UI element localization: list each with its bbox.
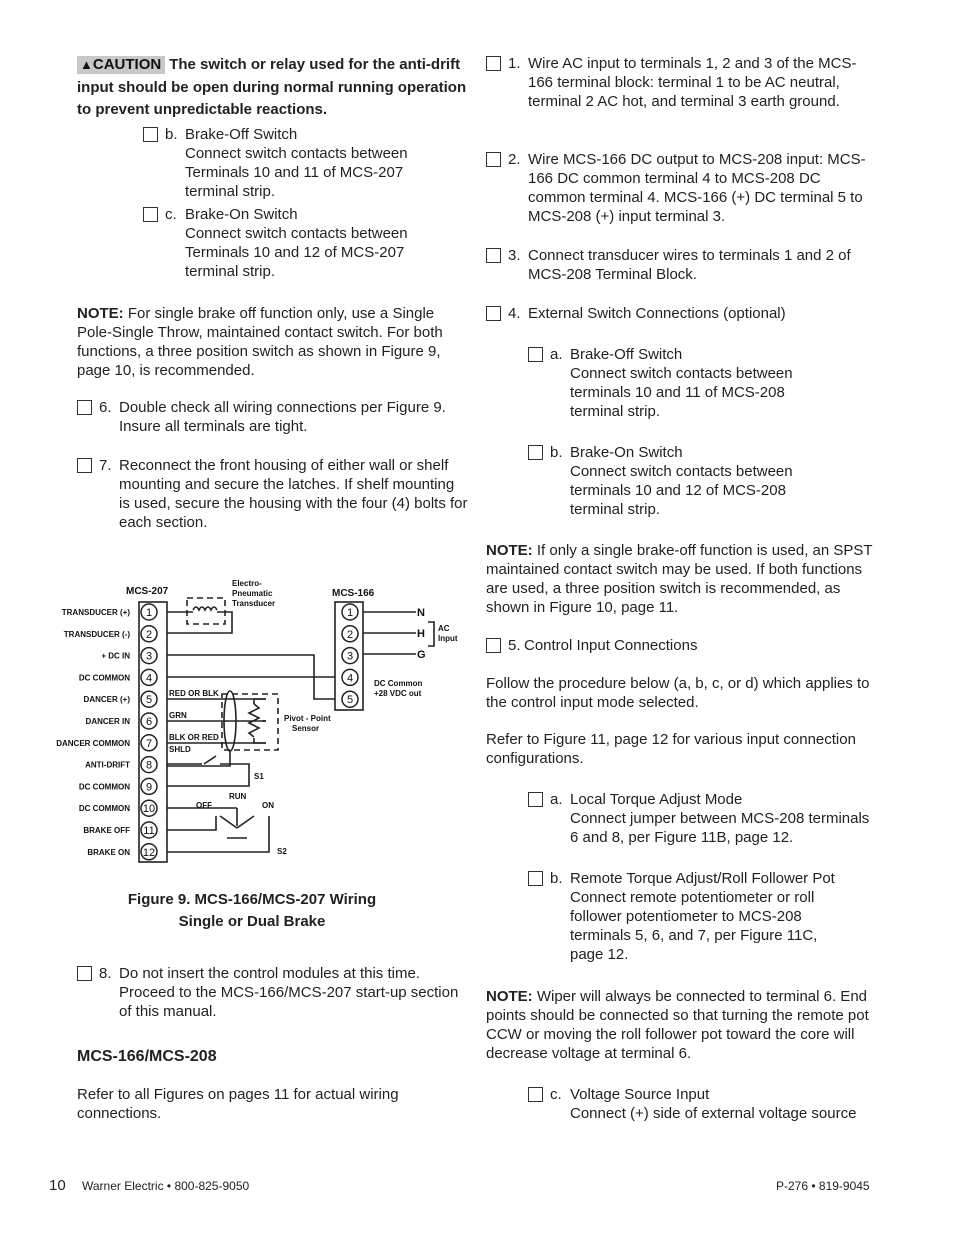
checkbox[interactable] — [528, 347, 543, 362]
checkbox[interactable] — [143, 127, 158, 142]
terminal-label: DANCER (+) — [83, 695, 130, 705]
terminal-label: DANCER COMMON — [56, 738, 130, 748]
step-2: 2. Wire MCS-166 DC output to MCS-208 input: MCS-166 DC common terminal 4 to MCS-208 DC common terminal 4. MCS-166 (+) DC terminal 5 to MCS-208 (+) input terminal 3. — [486, 150, 881, 226]
terminal-circle — [141, 844, 157, 860]
item-body: Connect (+) side of external voltage source — [570, 1105, 857, 1122]
terminal-circle — [141, 691, 157, 707]
ac-label-2: Input — [438, 634, 458, 643]
checkbox[interactable] — [486, 248, 501, 263]
terminal-circle — [342, 604, 358, 620]
checkbox[interactable] — [528, 1087, 543, 1102]
svg-text:10: 10 — [142, 803, 156, 816]
terminal-circle — [141, 669, 157, 685]
checkbox[interactable] — [77, 458, 92, 473]
checkbox[interactable] — [486, 56, 501, 71]
checkbox[interactable] — [528, 871, 543, 886]
terminal-label: TRANSDUCER (-) — [63, 629, 130, 639]
h-label: H — [417, 628, 425, 640]
left-column — [77, 54, 469, 532]
wiring-diagram — [44, 576, 464, 866]
terminal-circle — [141, 648, 157, 664]
item-title: Local Torque Adjust Mode — [570, 791, 743, 808]
item-body: Connect jumper between MCS-208 terminals 6 and 8, per Figure 11B, page 12. — [570, 810, 870, 846]
paragraph-1: Follow the procedure below (a, b, c, or d) which applies to the control input mode selected. — [486, 675, 870, 711]
step-1: 1. Wire AC input to terminals 1, 2 and 3 of the MCS-166 terminal block: terminal 1 to be AC neutral, terminal 2 AC hot, and terminal 3 earth ground. — [486, 54, 881, 111]
checkbox[interactable] — [486, 306, 501, 321]
note-2: NOTE: Wiper will always be connected to terminal 6. End points should be connected so that turning the remote pot CCW or moving the roll follower pot toward the core will decrease voltage at terminal 6. — [486, 988, 869, 1062]
off-label: OFF — [196, 801, 212, 810]
terminal-circle — [342, 648, 358, 664]
svg-text:2: 2 — [145, 628, 153, 641]
figure-caption: Figure 9. MCS-166/MCS-207 Wiring Single or Dual Brake — [127, 891, 377, 930]
warning-icon: ▲ — [80, 57, 93, 72]
section-text: Refer to all Figures on pages 11 for actual wiring connections. — [77, 1086, 399, 1122]
item-body: Connect remote potentiometer or roll follower potentiometer to MCS-208 terminals 5, 6, and 7, per Figure 11C, page 12. — [570, 889, 818, 963]
footer-company: Warner Electric • 800-825-9050 — [82, 1179, 250, 1193]
mcs207-label: MCS-207 — [126, 586, 169, 597]
item-body: Connect switch contacts between Terminals 10 and 11 of MCS-207 terminal strip. — [185, 144, 408, 200]
svg-text:6: 6 — [145, 716, 153, 728]
terminal-circle — [141, 822, 157, 838]
terminal-label: TRANSDUCER (+) — [61, 608, 130, 617]
terminal-label: DC COMMON — [78, 782, 130, 792]
terminal-circle — [141, 778, 157, 794]
svg-text:5: 5 — [145, 694, 153, 707]
terminal-circle — [141, 604, 157, 620]
mcs166-label: MCS-166 — [332, 588, 375, 599]
svg-text:3: 3 — [346, 650, 354, 663]
svg-text:12: 12 — [142, 846, 156, 859]
terminal-circle — [342, 669, 358, 685]
item-title: Voltage Source Input — [570, 1086, 710, 1103]
terminal-label: BRAKE OFF — [83, 826, 130, 835]
terminal-label: BRAKE ON — [87, 847, 130, 857]
terminal-label: DC COMMON — [78, 673, 130, 683]
terminal-label: ANTI-DRIFT — [85, 760, 130, 770]
terminal-circle — [141, 800, 157, 816]
section-title: MCS-166/MCS-208 — [77, 1048, 217, 1065]
item-title: Remote Torque Adjust/Roll Follower Pot — [570, 870, 835, 887]
brake-on-item-208: b. Brake-On Switch Connect switch contacts between terminals 10 and 12 of MCS-208 terminal strip. — [528, 443, 828, 519]
brake-on-item: c. Brake-On Switch Connect switch contacts between Terminals 10 and 12 of MCS-207 terminal strip. — [143, 205, 433, 281]
svg-text:7: 7 — [145, 737, 153, 750]
svg-text:5: 5 — [346, 694, 354, 707]
wire-blk-red: BLK OR RED — [169, 733, 219, 742]
checkbox[interactable] — [77, 966, 92, 981]
caution-text: The switch or relay used for the anti-drift input should be open during normal running operation to prevent unpredictable reactions. — [77, 56, 467, 118]
voltage-source-item: c. Voltage Source Input Connect (+) side of external voltage source — [528, 1085, 873, 1123]
ac-label-1: AC — [438, 624, 450, 633]
wire-red-blk: RED OR BLK — [169, 689, 219, 698]
step-3: 3. Connect transducer wires to terminals 1 and 2 of MCS-208 Terminal Block. — [486, 246, 881, 284]
wire-shld: SHLD — [169, 745, 191, 754]
svg-text:4: 4 — [346, 672, 354, 685]
on-label: ON — [262, 801, 274, 810]
step-4: 4. External Switch Connections (optional) — [486, 304, 881, 323]
wire-grn: GRN — [169, 711, 187, 720]
step-6: 6. Double check all wiring connections per Figure 9. Insure all terminals are tight. — [77, 398, 469, 436]
page-number: 10 — [49, 1177, 66, 1194]
sensor-label-2: Sensor — [292, 724, 320, 733]
n-label: N — [417, 607, 425, 619]
ep-label-1: Electro- — [232, 579, 262, 588]
svg-text:4: 4 — [145, 672, 153, 685]
brake-off-item: b. Brake-Off Switch Connect switch contacts between Terminals 10 and 11 of MCS-207 terminal strip. — [143, 125, 433, 201]
remote-torque-item: b. Remote Torque Adjust/Roll Follower Pot Connect remote potentiometer or roll follower potentiometer to MCS-208 terminals 5, 6, and 7, per Figure 11C, page 12. — [528, 869, 873, 964]
ep-label-2: Pneumatic — [232, 589, 273, 598]
svg-text:8: 8 — [145, 759, 153, 772]
item-title: Brake-Off Switch — [570, 346, 683, 363]
svg-text:1: 1 — [346, 607, 354, 619]
svg-text:11: 11 — [143, 825, 155, 837]
checkbox[interactable] — [528, 792, 543, 807]
brake-off-item-208: a. Brake-Off Switch Connect switch contacts between terminals 10 and 11 of MCS-208 terminal strip. — [528, 345, 828, 421]
item-title: Brake-On Switch — [570, 444, 683, 461]
terminal-circle — [141, 735, 157, 751]
checkbox[interactable] — [77, 400, 92, 415]
dc-out-label: +28 VDC out — [374, 689, 422, 698]
note-1: NOTE: If only a single brake-off function is used, an SPST maintained contact switch may be used. If both functions are used, a three position switch is recommended, as shown in Figure 10, page 11. — [486, 542, 873, 616]
terminal-circle — [141, 626, 157, 642]
s2-label: S2 — [277, 847, 287, 856]
left-lower — [77, 964, 469, 1123]
terminal-label: DC COMMON — [78, 804, 130, 814]
terminal-circle — [342, 691, 358, 707]
svg-text:1: 1 — [145, 607, 153, 619]
svg-text:3: 3 — [145, 650, 153, 663]
s1-label: S1 — [254, 772, 264, 781]
paragraph-2: Refer to Figure 11, page 12 for various input connection configurations. — [486, 731, 856, 767]
step-5: 5. Control Input Connections — [486, 636, 881, 655]
terminal-circle — [141, 757, 157, 773]
item-body: Connect switch contacts between terminals 10 and 11 of MCS-208 terminal strip. — [570, 365, 793, 420]
terminal-label: DANCER IN — [85, 717, 130, 726]
item-title: Brake-On Switch — [185, 205, 298, 223]
checkbox[interactable] — [486, 152, 501, 167]
svg-text:2: 2 — [346, 628, 354, 641]
terminal-label: + DC IN — [101, 651, 130, 661]
step-7: 7. Reconnect the front housing of either wall or shelf mounting and secure the latches. If shelf mounting is used, secure the housing with the four (4) bolts for each section. — [77, 456, 469, 532]
item-body: Connect switch contacts between Terminals 10 and 12 of MCS-207 terminal strip. — [185, 224, 408, 280]
checkbox[interactable] — [486, 638, 501, 653]
checkbox[interactable] — [143, 207, 158, 222]
checkbox[interactable] — [528, 445, 543, 460]
caution-block — [77, 54, 469, 122]
terminal-circle — [342, 626, 358, 642]
g-label: G — [417, 649, 426, 661]
local-torque-item: a. Local Torque Adjust Mode Connect jumper between MCS-208 terminals 6 and 8, per Figure 11B, page 12. — [528, 790, 873, 847]
right-column — [486, 54, 881, 1123]
note: NOTE: For single brake off function only, use a Single Pole-Single Throw, maintained contact switch. For both functions, a three position switch as shown in Figure 9, page 10, is recommended. — [77, 304, 443, 379]
terminal-circle — [141, 713, 157, 729]
caution-badge: ▲CAUTION — [77, 56, 165, 74]
item-title: Brake-Off Switch — [185, 125, 298, 143]
dc-common-label: DC Common — [374, 679, 423, 688]
ep-label-3: Transducer — [232, 599, 276, 608]
sensor-label-1: Pivot - Point — [284, 714, 331, 723]
run-label: RUN — [229, 792, 247, 801]
step-8: 8. Do not insert the control modules at this time. Proceed to the MCS-166/MCS-207 start-up section of this manual. — [77, 964, 469, 1021]
item-body: Connect switch contacts between terminals 10 and 12 of MCS-208 terminal strip. — [570, 463, 793, 518]
footer-doc-number: P-276 • 819-9045 — [776, 1179, 870, 1193]
svg-text:9: 9 — [145, 781, 153, 794]
